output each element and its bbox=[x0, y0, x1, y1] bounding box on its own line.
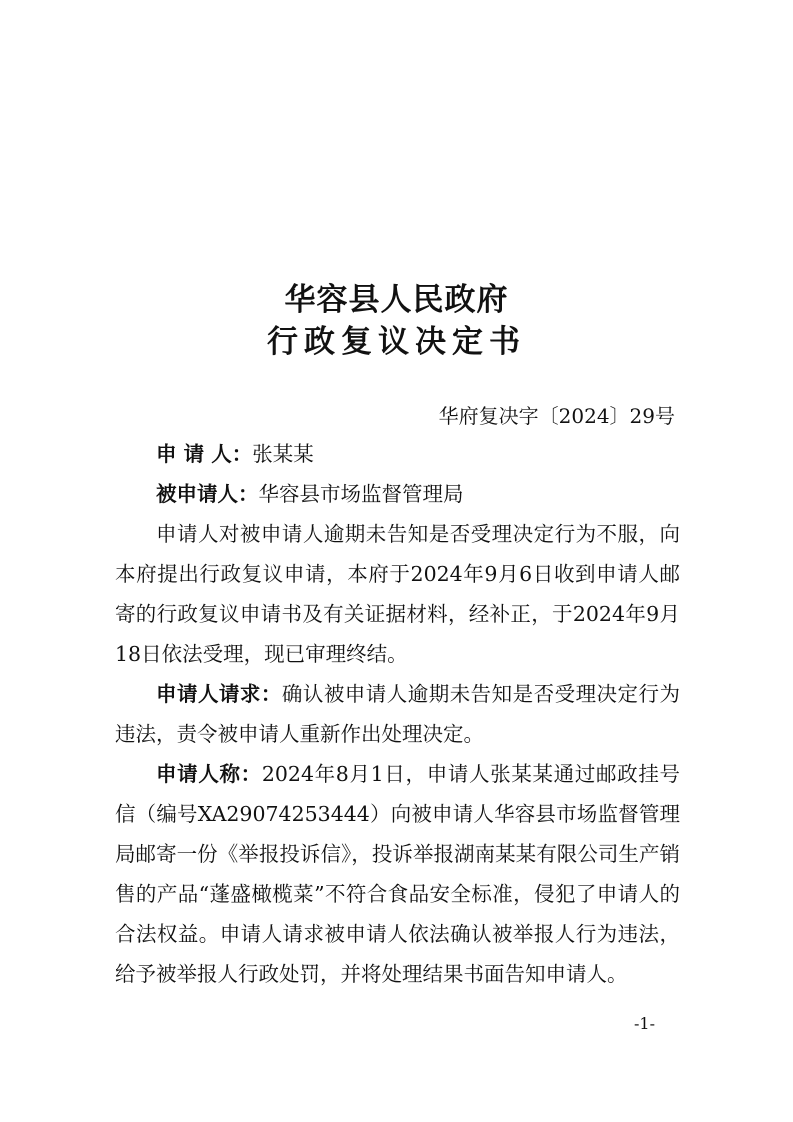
claim-paragraph bbox=[115, 754, 680, 994]
document-body bbox=[115, 434, 680, 994]
applicant-name: 张某某 bbox=[252, 442, 314, 466]
document-org-title: 华容县人民政府 bbox=[284, 282, 509, 318]
intro-paragraph: 申请人对被申请人逾期未告知是否受理决定行为不服，向本府提出行政复议申请，本府于2024年9月6日收到申请人邮寄的行政复议申请书及有关证据材料，经补正，于2024年9月18日依法受理，现已审理终结。 bbox=[115, 522, 680, 666]
request-paragraph bbox=[115, 674, 680, 754]
respondent-label: 被申请人： bbox=[156, 482, 259, 506]
respondent-name: 华容县市场监督管理局 bbox=[258, 482, 464, 506]
page-number: -1- bbox=[634, 1014, 655, 1033]
request-label: 申请人请求： bbox=[156, 682, 282, 706]
applicant-line bbox=[115, 434, 680, 474]
document-title: 行政复议决定书 bbox=[267, 324, 526, 360]
respondent-line bbox=[115, 474, 680, 514]
claim-text: 2024年8月1日，申请人张某某通过邮政挂号信（编号XA29074253444）向被申请人华容县市场监督管理局邮寄一份《举报投诉信》，投诉举报湖南某某有限公司生产销售的产品“蓬盛橄榄菜”不符合食品安全标准，侵犯了申请人的合法权益。申请人请求被申请人依法确认被举报人行为违法，给予被举报人行政处罚，并将处理结果书面告知申请人。 bbox=[115, 762, 680, 986]
request-text: 确认被申请人逾期未告知是否受理决定行为违法，责令被申请人重新作出处理决定。 bbox=[115, 682, 680, 746]
document-number: 华府复决字〔2024〕29号 bbox=[438, 404, 675, 428]
applicant-label: 申 请 人： bbox=[156, 442, 253, 466]
claim-label: 申请人称： bbox=[156, 762, 262, 786]
